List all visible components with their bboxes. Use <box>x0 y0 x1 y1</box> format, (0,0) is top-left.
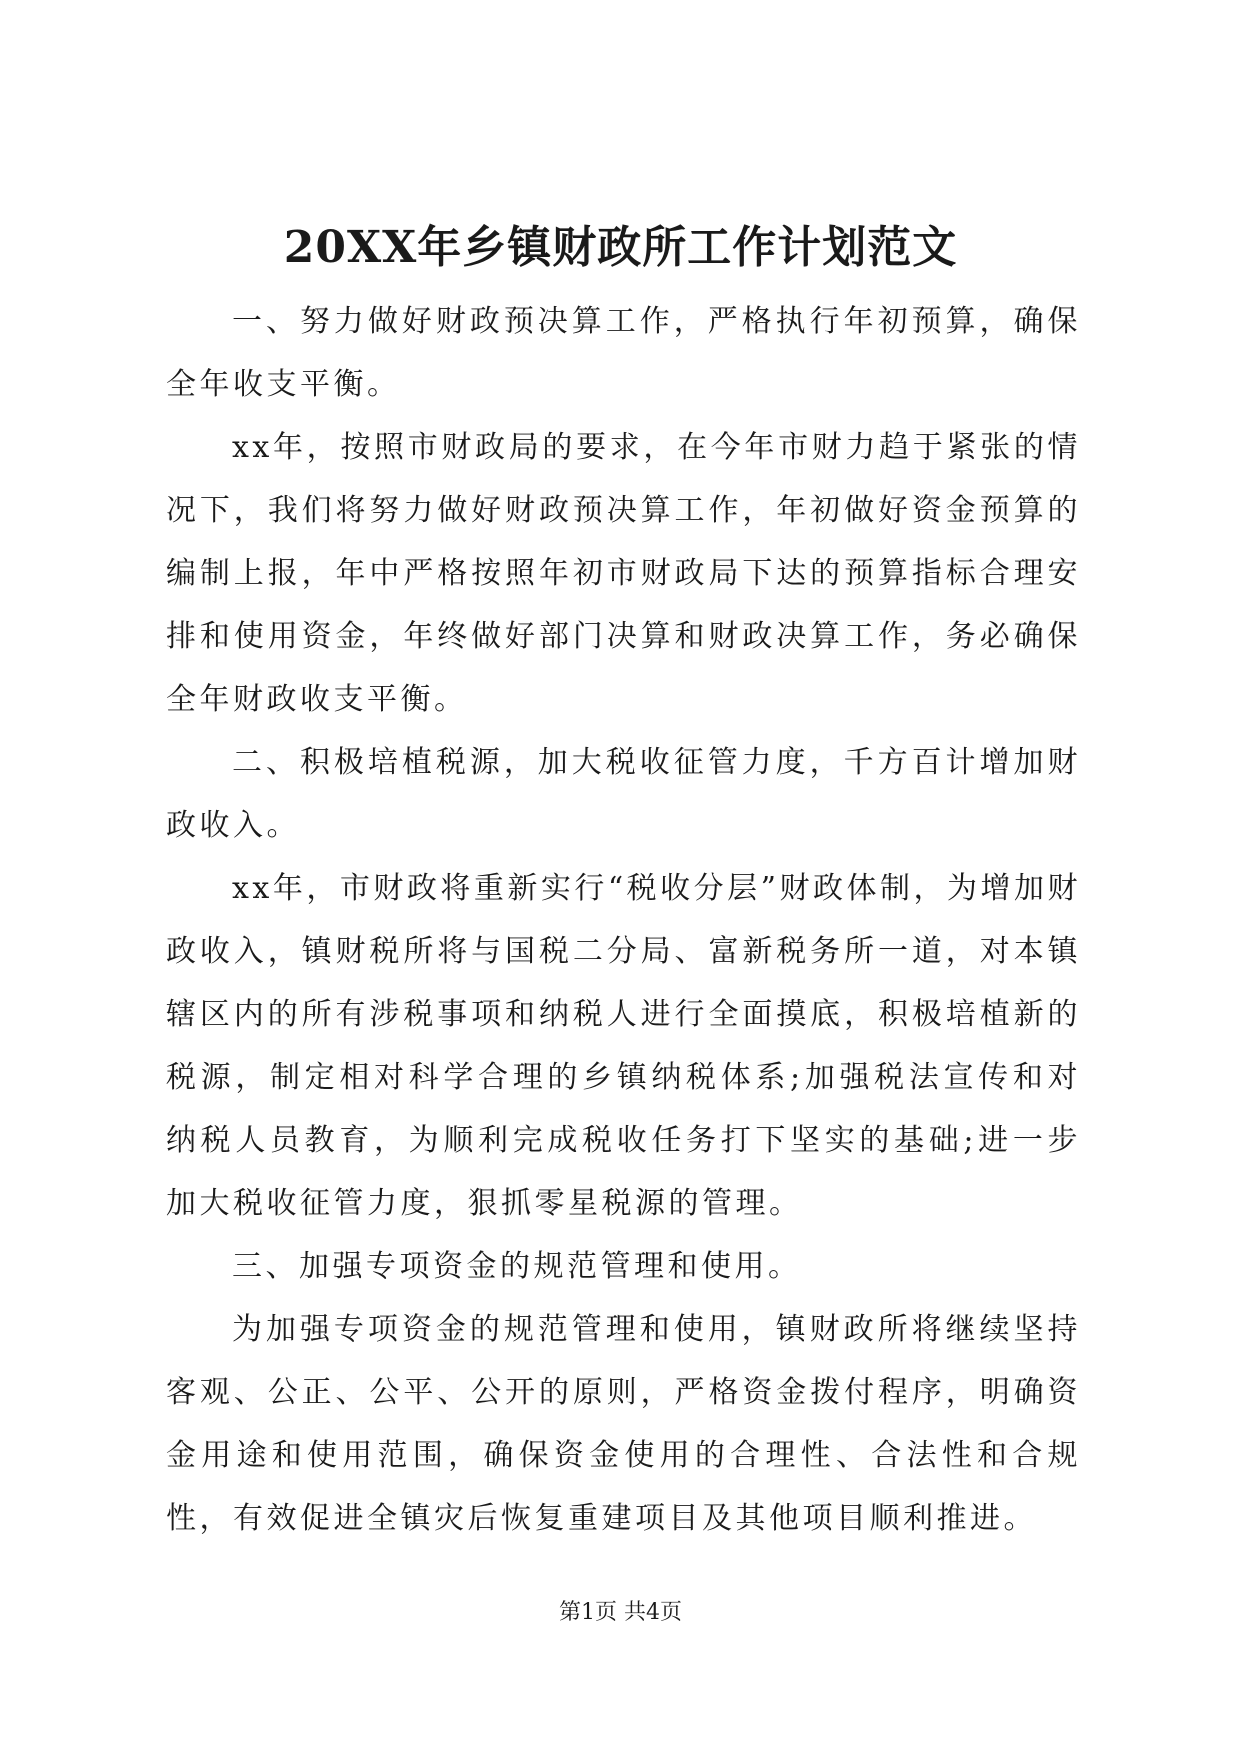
paragraph-heading-2: 二、积极培植税源，加大税收征管力度，千方百计增加财政收入。 <box>166 745 1081 843</box>
paragraph-heading-3: 三、加强专项资金的规范管理和使用。 <box>232 1249 802 1284</box>
paragraph-heading-1: 一、努力做好财政预决算工作，严格执行年初预算，确保全年收支平衡。 <box>166 304 1081 402</box>
paragraph-body-1: xx年，按照市财政局的要求，在今年市财力趋于紧张的情况下，我们将努力做好财政预决算工作，年初做好资金预算的编制上报，年中严格按照年初市财政局下达的预算指标合理安排和使用资金，年终做好部门决算和财政决算工作，务必确保全年财政收支平衡。 <box>166 430 1081 717</box>
document-title: 20XX年乡镇财政所工作计划范文 <box>283 222 958 273</box>
paragraph-body-2: xx年，市财政将重新实行“税收分层”财政体制，为增加财政收入，镇财税所将与国税二分局、富新税务所一道，对本镇辖区内的所有涉税事项和纳税人进行全面摸底，积极培植新的税源，制定相对科学合理的乡镇纳税体系;加强税法宣传和对纳税人员教育，为顺利完成税收任务打下坚实的基础;进一步加大税收征管力度，狠抓零星税源的管理。 <box>166 871 1082 1221</box>
paragraph-body-3: 为加强专项资金的规范管理和使用，镇财政所将继续坚持客观、公正、公平、公开的原则，严格资金拨付程序，明确资金用途和使用范围，确保资金使用的合理性、合法性和合规性，有效促进全镇灾后恢复重建项目及其他项目顺利推进。 <box>166 1312 1081 1536</box>
document-body <box>166 290 1081 1550</box>
page-number-footer: 第1页 共4页 <box>559 1600 682 1625</box>
